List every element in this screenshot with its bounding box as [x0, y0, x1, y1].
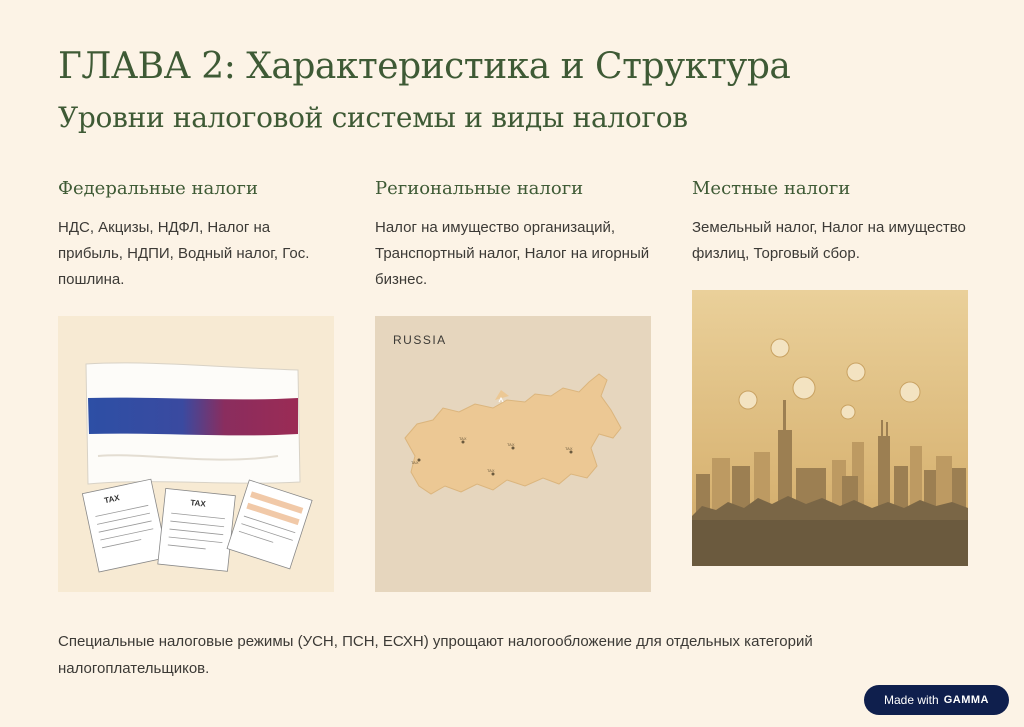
local-taxes-column — [692, 178, 968, 267]
russia-map-image — [375, 316, 651, 592]
federal-taxes-column — [58, 178, 334, 293]
svg-text:TAX: TAX — [189, 498, 207, 509]
city-skyline-image — [692, 290, 968, 566]
federal-taxes-text: НДС, Акцизы, НДФЛ, Налог на прибыль, НДПИ, Водный налог, Гос. пошлина. — [58, 219, 310, 288]
federal-taxes-heading: Федеральные налоги — [58, 178, 258, 199]
svg-text:TAX: TAX — [459, 436, 467, 441]
local-taxes-text: Земельный налог, Налог на имущество физлиц, Торговый сбор. — [692, 219, 966, 262]
flag-tax-documents-image — [58, 316, 334, 592]
regional-taxes-text: Налог на имущество организаций, Транспортный налог, Налог на игорный бизнес. — [375, 219, 650, 288]
tax-document-left — [82, 479, 167, 572]
special-regimes-text: Специальные налоговые режимы (УСН, ПСН, ЕСХН) упрощают налогообложение для отдельных категорий налогоплательщиков. — [58, 633, 813, 677]
svg-text:TAX: TAX — [487, 468, 495, 473]
gamma-logo: GAMMA — [943, 694, 989, 706]
russia-map-shape — [405, 374, 621, 494]
badge-prefix: Made with — [884, 693, 939, 707]
tax-document-right — [227, 480, 312, 569]
tax-document-middle — [158, 488, 236, 571]
svg-text:TAX: TAX — [565, 446, 573, 451]
map-label: RUSSIA — [393, 333, 447, 347]
page-subtitle: Уровни налоговой системы и виды налогов — [58, 101, 688, 134]
regional-taxes-column — [375, 178, 651, 293]
local-taxes-heading: Местные налоги — [692, 178, 851, 199]
regional-taxes-heading: Региональные налоги — [375, 178, 584, 199]
svg-text:TAX: TAX — [411, 460, 419, 465]
russian-flag — [86, 363, 300, 484]
made-with-gamma-badge[interactable] — [864, 685, 1009, 715]
svg-text:TAX: TAX — [103, 493, 121, 506]
svg-text:TAX: TAX — [507, 442, 515, 447]
page-title: ГЛАВА 2: Характеристика и Структура — [58, 46, 791, 87]
